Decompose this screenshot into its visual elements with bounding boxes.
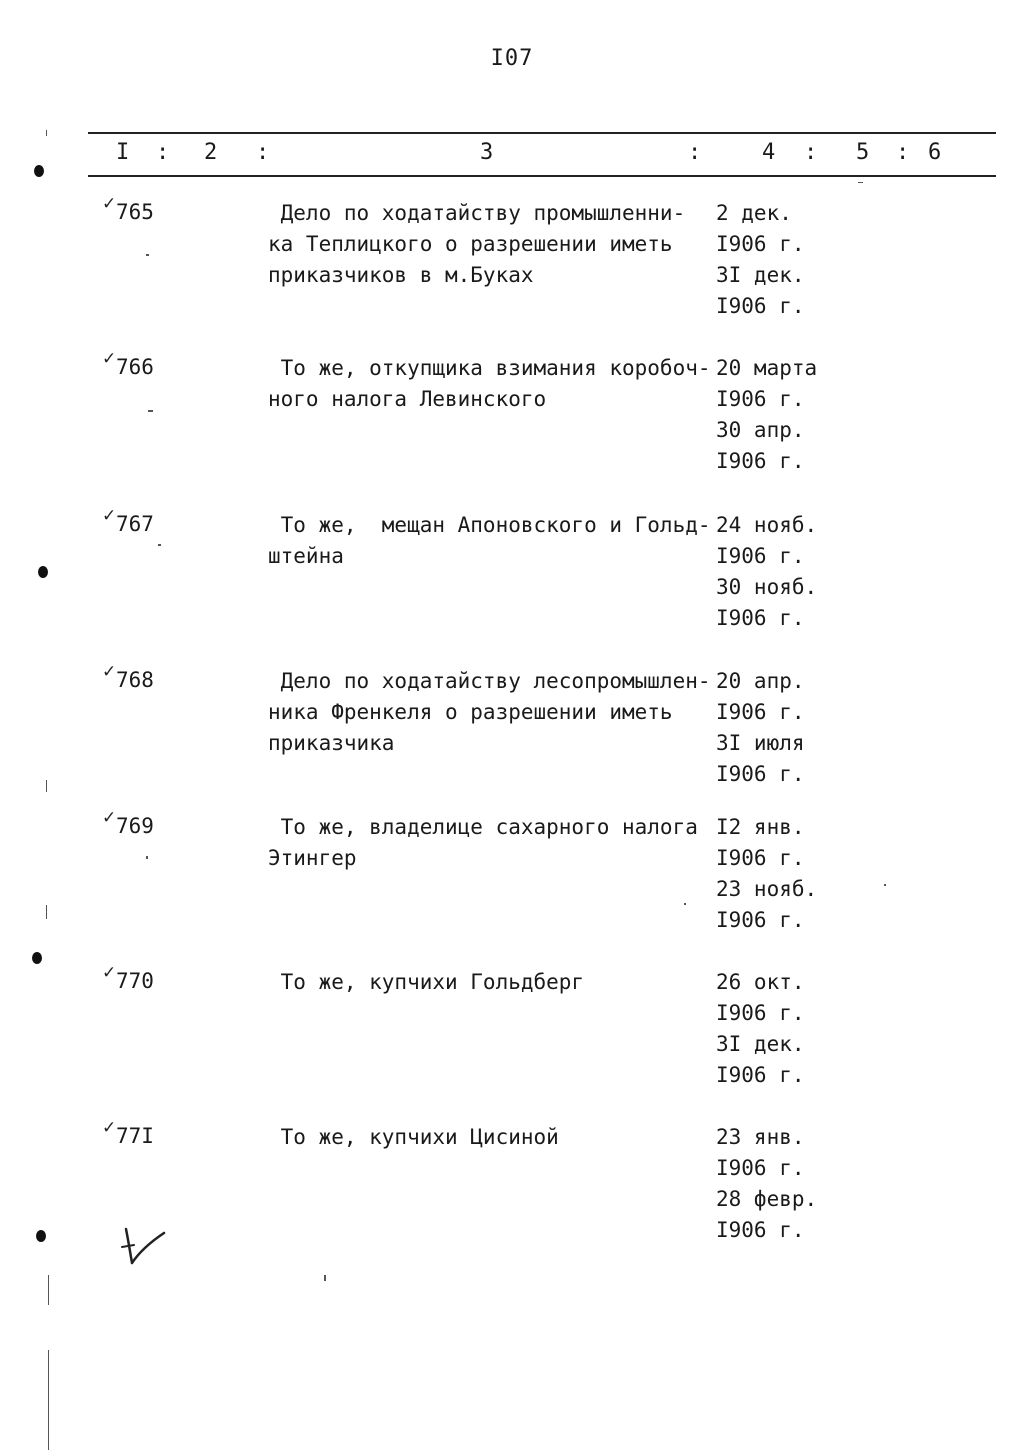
check-mark-icon: ✓ (102, 808, 117, 828)
entry-dates: 20 марта I906 г. 30 апр. I906 г. (716, 356, 818, 473)
check-mark-icon: ✓ (102, 506, 117, 526)
entry-dates: 2 дек. I906 г. 3I дек. I906 г. (716, 201, 805, 318)
entry-description: То же, купчихи Гольдберг (268, 970, 585, 994)
entry-number (102, 808, 154, 838)
header-col-1: I (116, 140, 130, 165)
header-sep-5: : (896, 140, 910, 165)
entry-number (102, 506, 154, 536)
check-mark-icon: ✓ (102, 349, 117, 369)
entry-dates: I2 янв. I906 г. 23 нояб. I906 г. (716, 815, 818, 932)
page-number: I07 (490, 46, 534, 71)
entry-number (102, 963, 154, 993)
entry-number (102, 1118, 154, 1148)
scan-speck (158, 544, 161, 546)
binder-hole (32, 952, 42, 964)
entry-description: Дело по ходатайству лесопромышлен- ника Френкеля о разрешении иметь приказчика (268, 669, 711, 755)
header-sep-1: : (156, 140, 170, 165)
entry-number-text: 77I (116, 1124, 154, 1148)
entry-number-text: 770 (116, 969, 154, 993)
scan-speck (684, 903, 686, 905)
scan-speck (148, 410, 153, 412)
handwritten-check-icon (118, 1225, 166, 1269)
entry-number-text: 765 (116, 200, 154, 224)
binder-hole (36, 1230, 46, 1242)
binder-hole (34, 165, 44, 177)
entry-dates: 24 нояб. I906 г. 30 нояб. I906 г. (716, 513, 818, 630)
binder-hole (38, 566, 48, 578)
entry-dates: 23 янв. I906 г. 28 февр. I906 г. (716, 1125, 818, 1242)
header-col-6: 6 (928, 140, 942, 165)
check-mark-icon: ✓ (102, 194, 117, 214)
scan-speck (48, 1350, 49, 1450)
check-mark-icon: ✓ (102, 1118, 117, 1138)
scan-speck (46, 130, 47, 136)
entry-description: То же, мещан Апоновского и Гольд- штейна (268, 513, 711, 568)
scan-speck (858, 182, 863, 183)
check-mark-icon: ✓ (102, 662, 117, 682)
entry-number (102, 662, 154, 692)
entry-dates: 20 апр. I906 г. 3I июля I906 г. (716, 669, 805, 786)
header-sep-2: : (256, 140, 270, 165)
entry-number-text: 766 (116, 355, 154, 379)
header-top-rule (88, 132, 996, 134)
entry-description: То же, владелице сахарного налога Этингер (268, 815, 698, 870)
header-bottom-rule (88, 175, 996, 177)
header-col-4: 4 (762, 140, 776, 165)
scan-speck (324, 1275, 326, 1281)
entry-dates: 26 окт. I906 г. 3I дек. I906 г. (716, 970, 805, 1087)
scan-speck (48, 1275, 49, 1305)
entry-number (102, 349, 154, 379)
check-mark-icon: ✓ (102, 963, 117, 983)
header-col-3: 3 (480, 140, 494, 165)
header-col-2: 2 (204, 140, 218, 165)
scan-speck (46, 905, 47, 919)
entry-number-text: 768 (116, 668, 154, 692)
entry-number-text: 767 (116, 512, 154, 536)
entry-number (102, 194, 154, 224)
header-col-5: 5 (856, 140, 870, 165)
entry-number-text: 769 (116, 814, 154, 838)
header-sep-4: : (804, 140, 818, 165)
scan-speck (884, 884, 886, 886)
scan-speck (146, 856, 148, 859)
header-sep-3: : (688, 140, 702, 165)
entry-description: Дело по ходатайству промышленни- ка Теплицкого о разрешении иметь приказчиков в м.Буках (268, 201, 686, 287)
entry-description: То же, купчихи Цисиной (268, 1125, 559, 1149)
scan-speck (46, 780, 47, 792)
scan-speck (146, 254, 149, 256)
entry-description: То же, откупщика взимания коробоч- ного налога Левинского (268, 356, 711, 411)
